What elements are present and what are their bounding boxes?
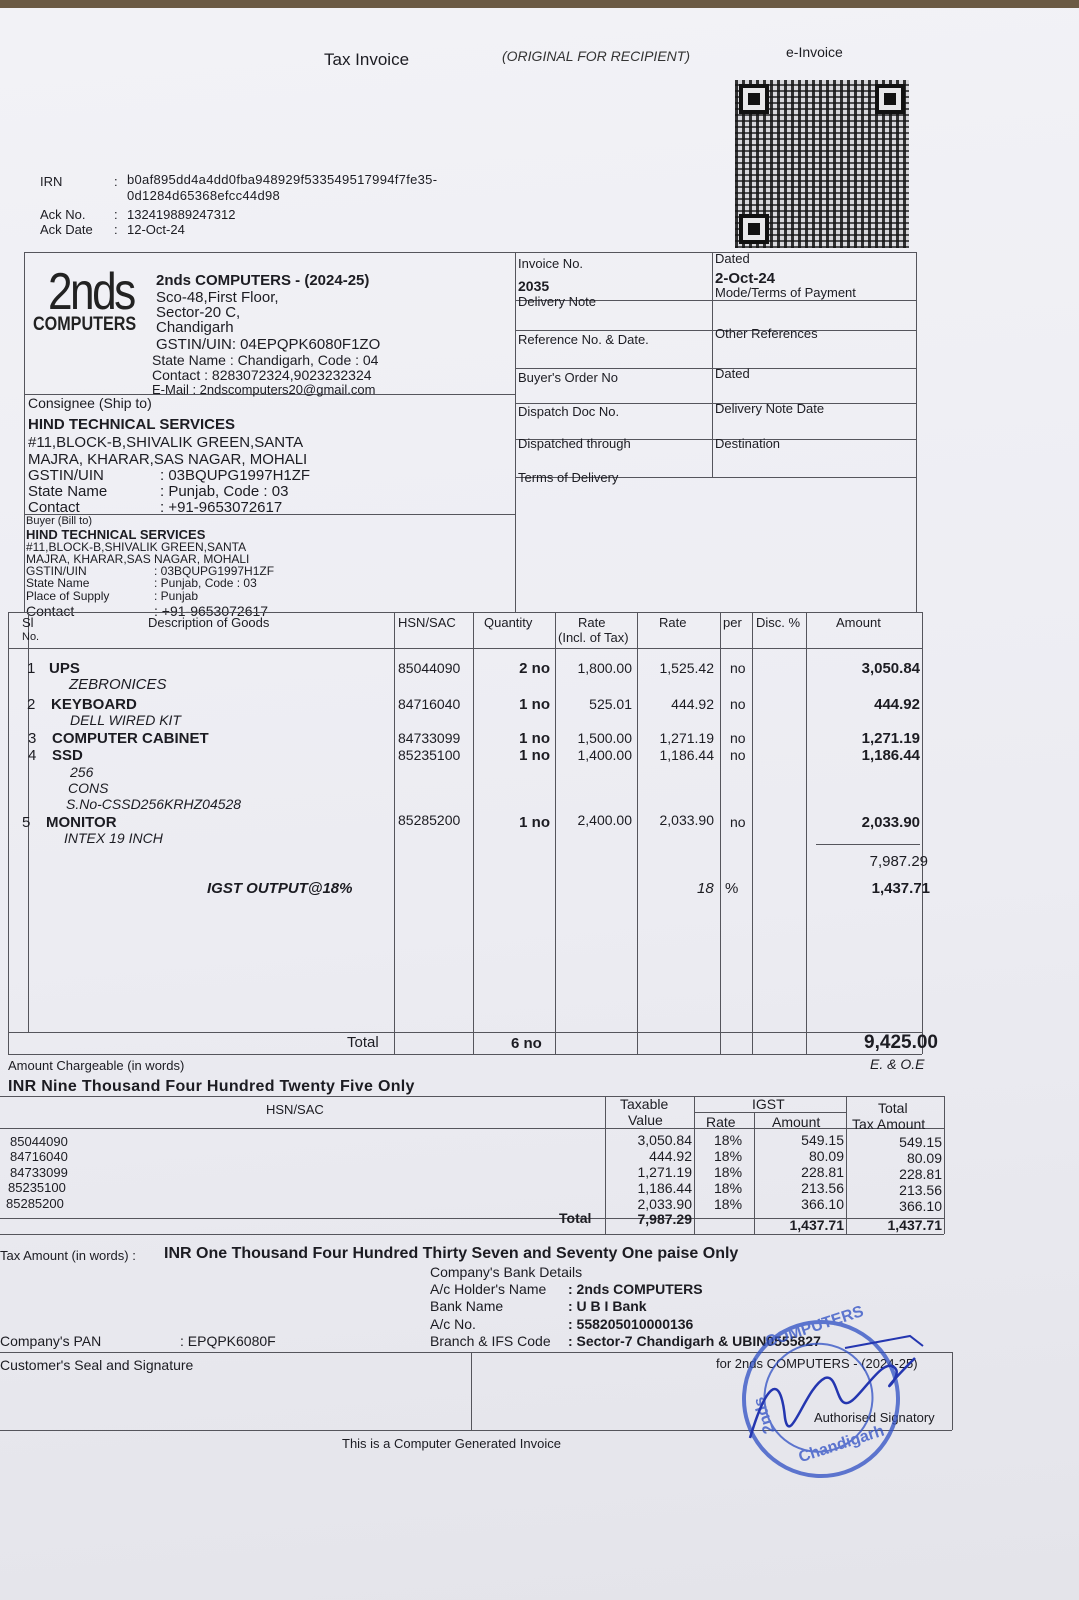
dispatch-doc: Dispatch Doc No. xyxy=(518,404,620,419)
tax-tax-amount: Tax Amount xyxy=(852,1116,926,1132)
col-amount: Amount xyxy=(836,615,881,630)
company-stamp: COMPUTERS Chandigarh 2nds xyxy=(721,1299,920,1498)
consignee-state-label: State Name xyxy=(28,483,108,500)
col-rate: Rate xyxy=(659,615,687,630)
item-1-name: UPS xyxy=(49,660,80,677)
reference-no: Reference No. & Date. xyxy=(518,332,649,347)
item-2-qty: 1 no xyxy=(519,696,550,713)
tax-row-2-rate: 18% xyxy=(714,1148,743,1164)
item-3-rate-incl: 1,500.00 xyxy=(577,730,632,746)
col-hsn: HSN/SAC xyxy=(398,615,456,630)
buyer-gstin-label: GSTIN/UIN xyxy=(26,564,87,578)
terms-of-delivery: Terms of Delivery xyxy=(518,470,619,485)
tax-row-2-hsn: 84716040 xyxy=(10,1149,68,1164)
customer-seal: Customer's Seal and Signature xyxy=(0,1357,194,1373)
item-2-hsn: 84716040 xyxy=(398,696,461,712)
consignee-section: Consignee (Ship to) xyxy=(28,395,152,411)
tax-total-total: 1,437.71 xyxy=(887,1217,942,1233)
buyer-section: Buyer (Bill to) xyxy=(26,515,93,527)
seller-addr2: Sector-20 C, xyxy=(156,304,241,321)
bank-holder: : 2nds COMPUTERS xyxy=(568,1281,703,1297)
item-3-sl: 3 xyxy=(28,730,37,747)
tax-row-1-hsn: 85044090 xyxy=(10,1134,68,1149)
consignee-contact-label: Contact xyxy=(28,499,80,516)
seller-addr3: Chandigarh xyxy=(156,319,234,336)
item-2-rate: 444.92 xyxy=(671,696,714,712)
bank-ac: : 558205010000136 xyxy=(568,1316,694,1332)
item-1-sl: 1 xyxy=(27,660,36,677)
item-5-qty: 1 no xyxy=(519,814,550,831)
item-5-rate-incl: 2,400.00 xyxy=(577,812,632,828)
item-1-sub: ZEBRONICES xyxy=(69,676,167,693)
tax-igst: IGST xyxy=(752,1096,785,1112)
buyers-order: Buyer's Order No xyxy=(518,370,619,385)
pan-value: : EPQPK6080F xyxy=(180,1333,276,1349)
tax-row-5-hsn: 85285200 xyxy=(6,1196,64,1211)
seller-gstin: GSTIN/UIN: 04EPQPK6080F1ZO xyxy=(156,336,381,353)
item-4-per: no xyxy=(730,747,746,763)
item-5-per: no xyxy=(730,814,746,830)
amount-in-words: INR Nine Thousand Four Hundred Twenty Five Only xyxy=(8,1078,415,1095)
tax-row-3-value: 1,271.19 xyxy=(637,1164,692,1180)
delivery-note: Delivery Note xyxy=(518,294,597,309)
item-5-name: MONITOR xyxy=(46,814,117,831)
bank-title: Company's Bank Details xyxy=(430,1264,583,1280)
item-3-qty: 1 no xyxy=(519,730,550,747)
irn-line2: 0d1284d65368efcc44d98 xyxy=(127,188,281,203)
tax-row-5-value: 2,033.90 xyxy=(637,1196,692,1212)
item-2-sub: DELL WIRED KIT xyxy=(70,712,181,728)
item-1-hsn: 85044090 xyxy=(398,660,461,676)
pan-label: Company's PAN xyxy=(0,1333,102,1349)
col-sl: Sl xyxy=(22,615,34,630)
igst-per: % xyxy=(725,880,739,897)
seller-email: E-Mail : 2ndscomputers20@gmail.com xyxy=(152,382,376,397)
item-4-hsn: 85235100 xyxy=(398,747,461,763)
item-1-per: no xyxy=(730,660,746,676)
item-5-hsn: 85285200 xyxy=(398,812,461,828)
buyer-pos-label: Place of Supply xyxy=(26,589,110,603)
tax-row-4-amount: 213.56 xyxy=(801,1180,844,1196)
tax-row-2-total: 80.09 xyxy=(906,1150,942,1166)
col-rate-incl-note: (Incl. of Tax) xyxy=(558,630,629,645)
item-4-sub-2: CONS xyxy=(68,780,109,796)
item-4-qty: 1 no xyxy=(519,747,550,764)
item-4-rate-incl: 1,400.00 xyxy=(577,747,632,763)
tax-taxable: Taxable xyxy=(620,1096,669,1112)
seller-name: 2nds COMPUTERS - (2024-25) xyxy=(156,272,370,289)
item-5-rate: 2,033.90 xyxy=(659,812,714,828)
buyer-contact-label: Contact xyxy=(26,603,75,619)
item-5-sl: 5 xyxy=(22,814,31,831)
tax-row-4-hsn: 85235100 xyxy=(8,1180,66,1195)
col-rate-incl: Rate xyxy=(578,615,606,630)
item-4-sub-3: S.No-CSSD256KRHZ04528 xyxy=(66,796,242,812)
item-2-rate-incl: 525.01 xyxy=(589,696,632,712)
tax-row-2-value: 444.92 xyxy=(649,1148,692,1164)
consignee-state: : Punjab, Code : 03 xyxy=(160,483,289,500)
tax-row-5-amount: 366.10 xyxy=(801,1196,844,1212)
tax-row-1-amount: 549.15 xyxy=(801,1132,844,1148)
signature xyxy=(745,1328,925,1468)
buyer-state: : Punjab, Code : 03 xyxy=(154,576,257,590)
invoice-no: 2035 xyxy=(518,278,550,294)
col-description: Description of Goods xyxy=(148,615,270,630)
item-1-rate: 1,525.42 xyxy=(659,660,714,676)
item-5-sub: INTEX 19 INCH xyxy=(64,830,163,846)
item-2-amount: 444.92 xyxy=(874,696,920,713)
ack-no: 132419889247312 xyxy=(127,207,236,222)
item-3-per: no xyxy=(730,730,746,746)
amount-words-label: Amount Chargeable (in words) xyxy=(8,1058,185,1073)
item-2-name: KEYBOARD xyxy=(51,696,137,713)
irn-label: IRN xyxy=(40,174,63,189)
dated-label: Dated xyxy=(715,251,750,266)
item-4-amount: 1,186.44 xyxy=(861,747,920,764)
item-1-qty: 2 no xyxy=(519,660,550,677)
buyer-gstin: : 03BQUPG1997H1ZF xyxy=(154,564,275,578)
qr-code xyxy=(735,80,909,248)
tax-amount-col: Amount xyxy=(772,1114,821,1130)
tax-row-1-total: 549.15 xyxy=(899,1134,942,1150)
tax-row-3-amount: 228.81 xyxy=(801,1164,844,1180)
igst-rate: 18 xyxy=(697,880,714,897)
tax-row-4-rate: 18% xyxy=(714,1180,743,1196)
ack-date-label: Ack Date xyxy=(40,222,93,237)
seller-state: State Name : Chandigarh, Code : 04 xyxy=(152,352,379,368)
tax-hsn-header: HSN/SAC xyxy=(266,1102,324,1117)
buyer-pos: : Punjab xyxy=(154,589,199,603)
tax-row-1-value: 3,050.84 xyxy=(637,1132,692,1148)
buyer-addr2: MAJRA, KHARAR,SAS NAGAR, MOHALI xyxy=(26,552,250,566)
invoice-title: Tax Invoice xyxy=(324,50,410,69)
item-3-rate: 1,271.19 xyxy=(659,730,714,746)
invoice-paper: Tax Invoice (ORIGINAL FOR RECIPIENT) e-Invoice IRN : b0af895dd4a4dd0fba948929f533549517994f7fe35- 0d1284d65368efcc44d98 Ack No. : 132419889247312 Ack Date : 12-Oct-24 2nds COMPUTERS 2nds COMPUTERS - (2024-25) Sco-48,First Floor, Sector-20 C, Chandigarh GSTIN/UIN: 04EPQPK6080F1ZO State Name : Chandigarh, Code : 04 Contact : 8283072324,9023232324 E-Mail : 2ndscomputers20@gmail.com Consignee (Ship to) HIND TECHNICAL SERVICES #11,BLOCK-B,SHIVALIK GREEN,SANTA MAJRA, KHARAR,SAS NAGAR, MOHALI GSTIN/UIN : 03BQUPG1997H1ZF State Name : Punjab, Code : 03 Contact : +91-9653072617 Buyer (Bill to) HIND TECHNICAL SERVICES #11,BLOCK-B,SHIVALIK GREEN,SANTA MAJRA, KHARAR,SAS NAGAR, MOHALI GSTIN/UIN : 03BQUPG1997H1ZF State Name : Punjab, Code : 03 Place of Supply : Punjab Contact : +91-9653072617 Invoice No. 2035 Dated 2-Oct-24 Delivery Note Mode/Terms of Payment Reference No. & Date. Other References Buyer's Order No Dated Dispatch Doc No. Delivery Note Date Dispatched through Destination Terms of Delivery Sl No. Description of Goods HSN/SAC Quantity Rate (Incl. of Tax) Rate per Disc. % Amount 1 UPS ZEBRONICES 85044090 2 no 1,800.00 1,525.42 no 3,050.84 2 KEYBOARD DELL WIRED KIT 84716040 1 no 525.01 444.92 no 444.92 3 COMPUTER CABINET 84733099 1 no 1,500.00 1,271.19 no 1,271.19 4 SSD 256 CONS S.No-CSSD256KRHZ04528 85235100 1 no 1,400.00 1,186.44 no 1,186.44 5 MONITOR INTEX 19 INCH 85285200 1 no 2,400.00 2,033.90 no 2,033.90 7,987.29 IGST OUTPUT@18% 18 % 1,437.71 Total 6 no 9,425.00 E. & O.E Amount Chargeable (in words) INR Nine Thousand Four Hundred Twenty Five Only HSN/SAC Taxable Value IGST Rate Amount Total Tax Amount 85044090 3,050.84 18% 549.15 549.15 84716040 444.92 18% 80.09 80.09 84733099 1,271.19 18% 228.81 228.81 85235100 1,186.44 18% 213.56 213.56 85285200 2,033.90 18% 366.10 366.10 Total 7,987.29 1,437.71 1,437.71 Tax Amount (in words) : INR One Thousand Four Hundred Thirty Seven and Seventy One paise Only Company's Bank Details A/c Holder's Name : 2nds COMPUTERS Bank Name : U B I Bank A/c No. : 558205010000136 Branch & IFS Code : Sector-7 Chandigarh & UBIN0555827 Company's PAN : EPQPK6080F Customer's Seal and Signature for 2nds COMPUTERS - (2024-25) Authorised Signatory This is a Computer Generated Invoice COMPUTERS Chandigarh 2nds xyxy=(0,8,1079,1600)
bank-branch-label: Branch & IFS Code xyxy=(430,1333,551,1349)
ack-date: 12-Oct-24 xyxy=(127,222,185,237)
tax-row-3-hsn: 84733099 xyxy=(10,1165,68,1180)
tax-row-1-rate: 18% xyxy=(714,1132,743,1148)
consignee-gstin: : 03BQUPG1997H1ZF xyxy=(160,467,311,484)
total-label: Total xyxy=(347,1034,379,1051)
item-4-name: SSD xyxy=(52,747,83,764)
total-amount: 9,425.00 xyxy=(864,1032,938,1053)
item-1-amount: 3,050.84 xyxy=(861,660,920,677)
delivery-note-date: Delivery Note Date xyxy=(715,401,825,416)
tax-total-amount: 1,437.71 xyxy=(789,1217,844,1233)
tax-row-5-total: 366.10 xyxy=(899,1198,942,1214)
buyer-addr1: #11,BLOCK-B,SHIVALIK GREEN,SANTA xyxy=(26,540,247,554)
tax-row-4-value: 1,186.44 xyxy=(637,1180,692,1196)
einvoice-label: e-Invoice xyxy=(786,44,843,60)
consignee-addr2: MAJRA, KHARAR,SAS NAGAR, MOHALI xyxy=(28,451,308,468)
consignee-addr1: #11,BLOCK-B,SHIVALIK GREEN,SANTA xyxy=(28,434,304,451)
dated-value: 2-Oct-24 xyxy=(715,270,776,287)
seller-addr1: Sco-48,First Floor, xyxy=(156,289,279,306)
item-5-amount: 2,033.90 xyxy=(861,814,920,831)
invoice-no-label: Invoice No. xyxy=(518,256,584,271)
item-1-rate-incl: 1,800.00 xyxy=(577,660,632,676)
item-2-per: no xyxy=(730,696,746,712)
mode-terms: Mode/Terms of Payment xyxy=(715,285,856,300)
for-company: for 2nds COMPUTERS - (2024-25) xyxy=(716,1356,918,1371)
tax-row-5-rate: 18% xyxy=(714,1196,743,1212)
buyer-name: HIND TECHNICAL SERVICES xyxy=(26,527,206,542)
company-logo: 2nds COMPUTERS xyxy=(33,263,137,335)
dispatched-through: Dispatched through xyxy=(518,436,631,451)
consignee-name: HIND TECHNICAL SERVICES xyxy=(28,416,235,433)
destination: Destination xyxy=(715,436,781,451)
copy-label: (ORIGINAL FOR RECIPIENT) xyxy=(502,48,690,64)
item-4-sub-1: 256 xyxy=(70,764,94,780)
tax-total-value: 7,987.29 xyxy=(637,1211,692,1227)
tax-row-2-amount: 80.09 xyxy=(808,1148,844,1164)
consignee-gstin-label: GSTIN/UIN xyxy=(28,467,104,484)
tax-value: Value xyxy=(628,1112,663,1128)
item-3-hsn: 84733099 xyxy=(398,730,461,746)
col-quantity: Quantity xyxy=(484,615,533,630)
bank-ac-label: A/c No. xyxy=(430,1316,476,1332)
col-disc: Disc. % xyxy=(756,615,801,630)
bank-holder-label: A/c Holder's Name xyxy=(430,1281,547,1297)
tax-in-words: INR One Thousand Four Hundred Thirty Seven and Seventy One paise Only xyxy=(164,1245,739,1262)
authorised-signatory: Authorised Signatory xyxy=(814,1410,935,1425)
dated2-label: Dated xyxy=(715,366,750,381)
subtotal-amount: 7,987.29 xyxy=(869,853,928,870)
ack-no-label: Ack No. xyxy=(40,207,86,222)
buyer-state-label: State Name xyxy=(26,576,90,590)
bank-branch: : Sector-7 Chandigarh & UBIN0555827 xyxy=(568,1333,821,1349)
item-4-sl: 4 xyxy=(28,747,37,764)
item-3-name: COMPUTER CABINET xyxy=(52,730,209,747)
tax-total-label: Total xyxy=(559,1210,592,1226)
tax-total: Total xyxy=(878,1100,908,1116)
buyer-contact: : +91-9653072617 xyxy=(154,603,269,619)
igst-amount: 1,437.71 xyxy=(871,880,930,897)
tax-rate: Rate xyxy=(706,1114,736,1130)
igst-label: IGST OUTPUT@18% xyxy=(207,880,353,897)
col-no: No. xyxy=(22,631,40,643)
tax-row-3-total: 228.81 xyxy=(899,1166,942,1182)
item-2-sl: 2 xyxy=(27,696,36,713)
tax-row-3-rate: 18% xyxy=(714,1164,743,1180)
irn-line1: b0af895dd4a4dd0fba948929f533549517994f7fe35- xyxy=(127,172,438,187)
computer-generated: This is a Computer Generated Invoice xyxy=(342,1436,561,1451)
tax-words-label: Tax Amount (in words) : xyxy=(0,1248,136,1263)
total-qty: 6 no xyxy=(511,1035,542,1052)
bank-name-label: Bank Name xyxy=(430,1298,504,1314)
item-3-amount: 1,271.19 xyxy=(861,730,920,747)
item-4-rate: 1,186.44 xyxy=(659,747,714,763)
consignee-contact: : +91-9653072617 xyxy=(160,499,283,516)
seller-contact: Contact : 8283072324,9023232324 xyxy=(152,367,372,383)
col-per: per xyxy=(723,615,742,630)
tax-row-4-total: 213.56 xyxy=(899,1182,942,1198)
eoe: E. & O.E xyxy=(870,1056,925,1072)
other-references: Other References xyxy=(715,326,818,341)
bank-name: : U B I Bank xyxy=(568,1298,647,1314)
